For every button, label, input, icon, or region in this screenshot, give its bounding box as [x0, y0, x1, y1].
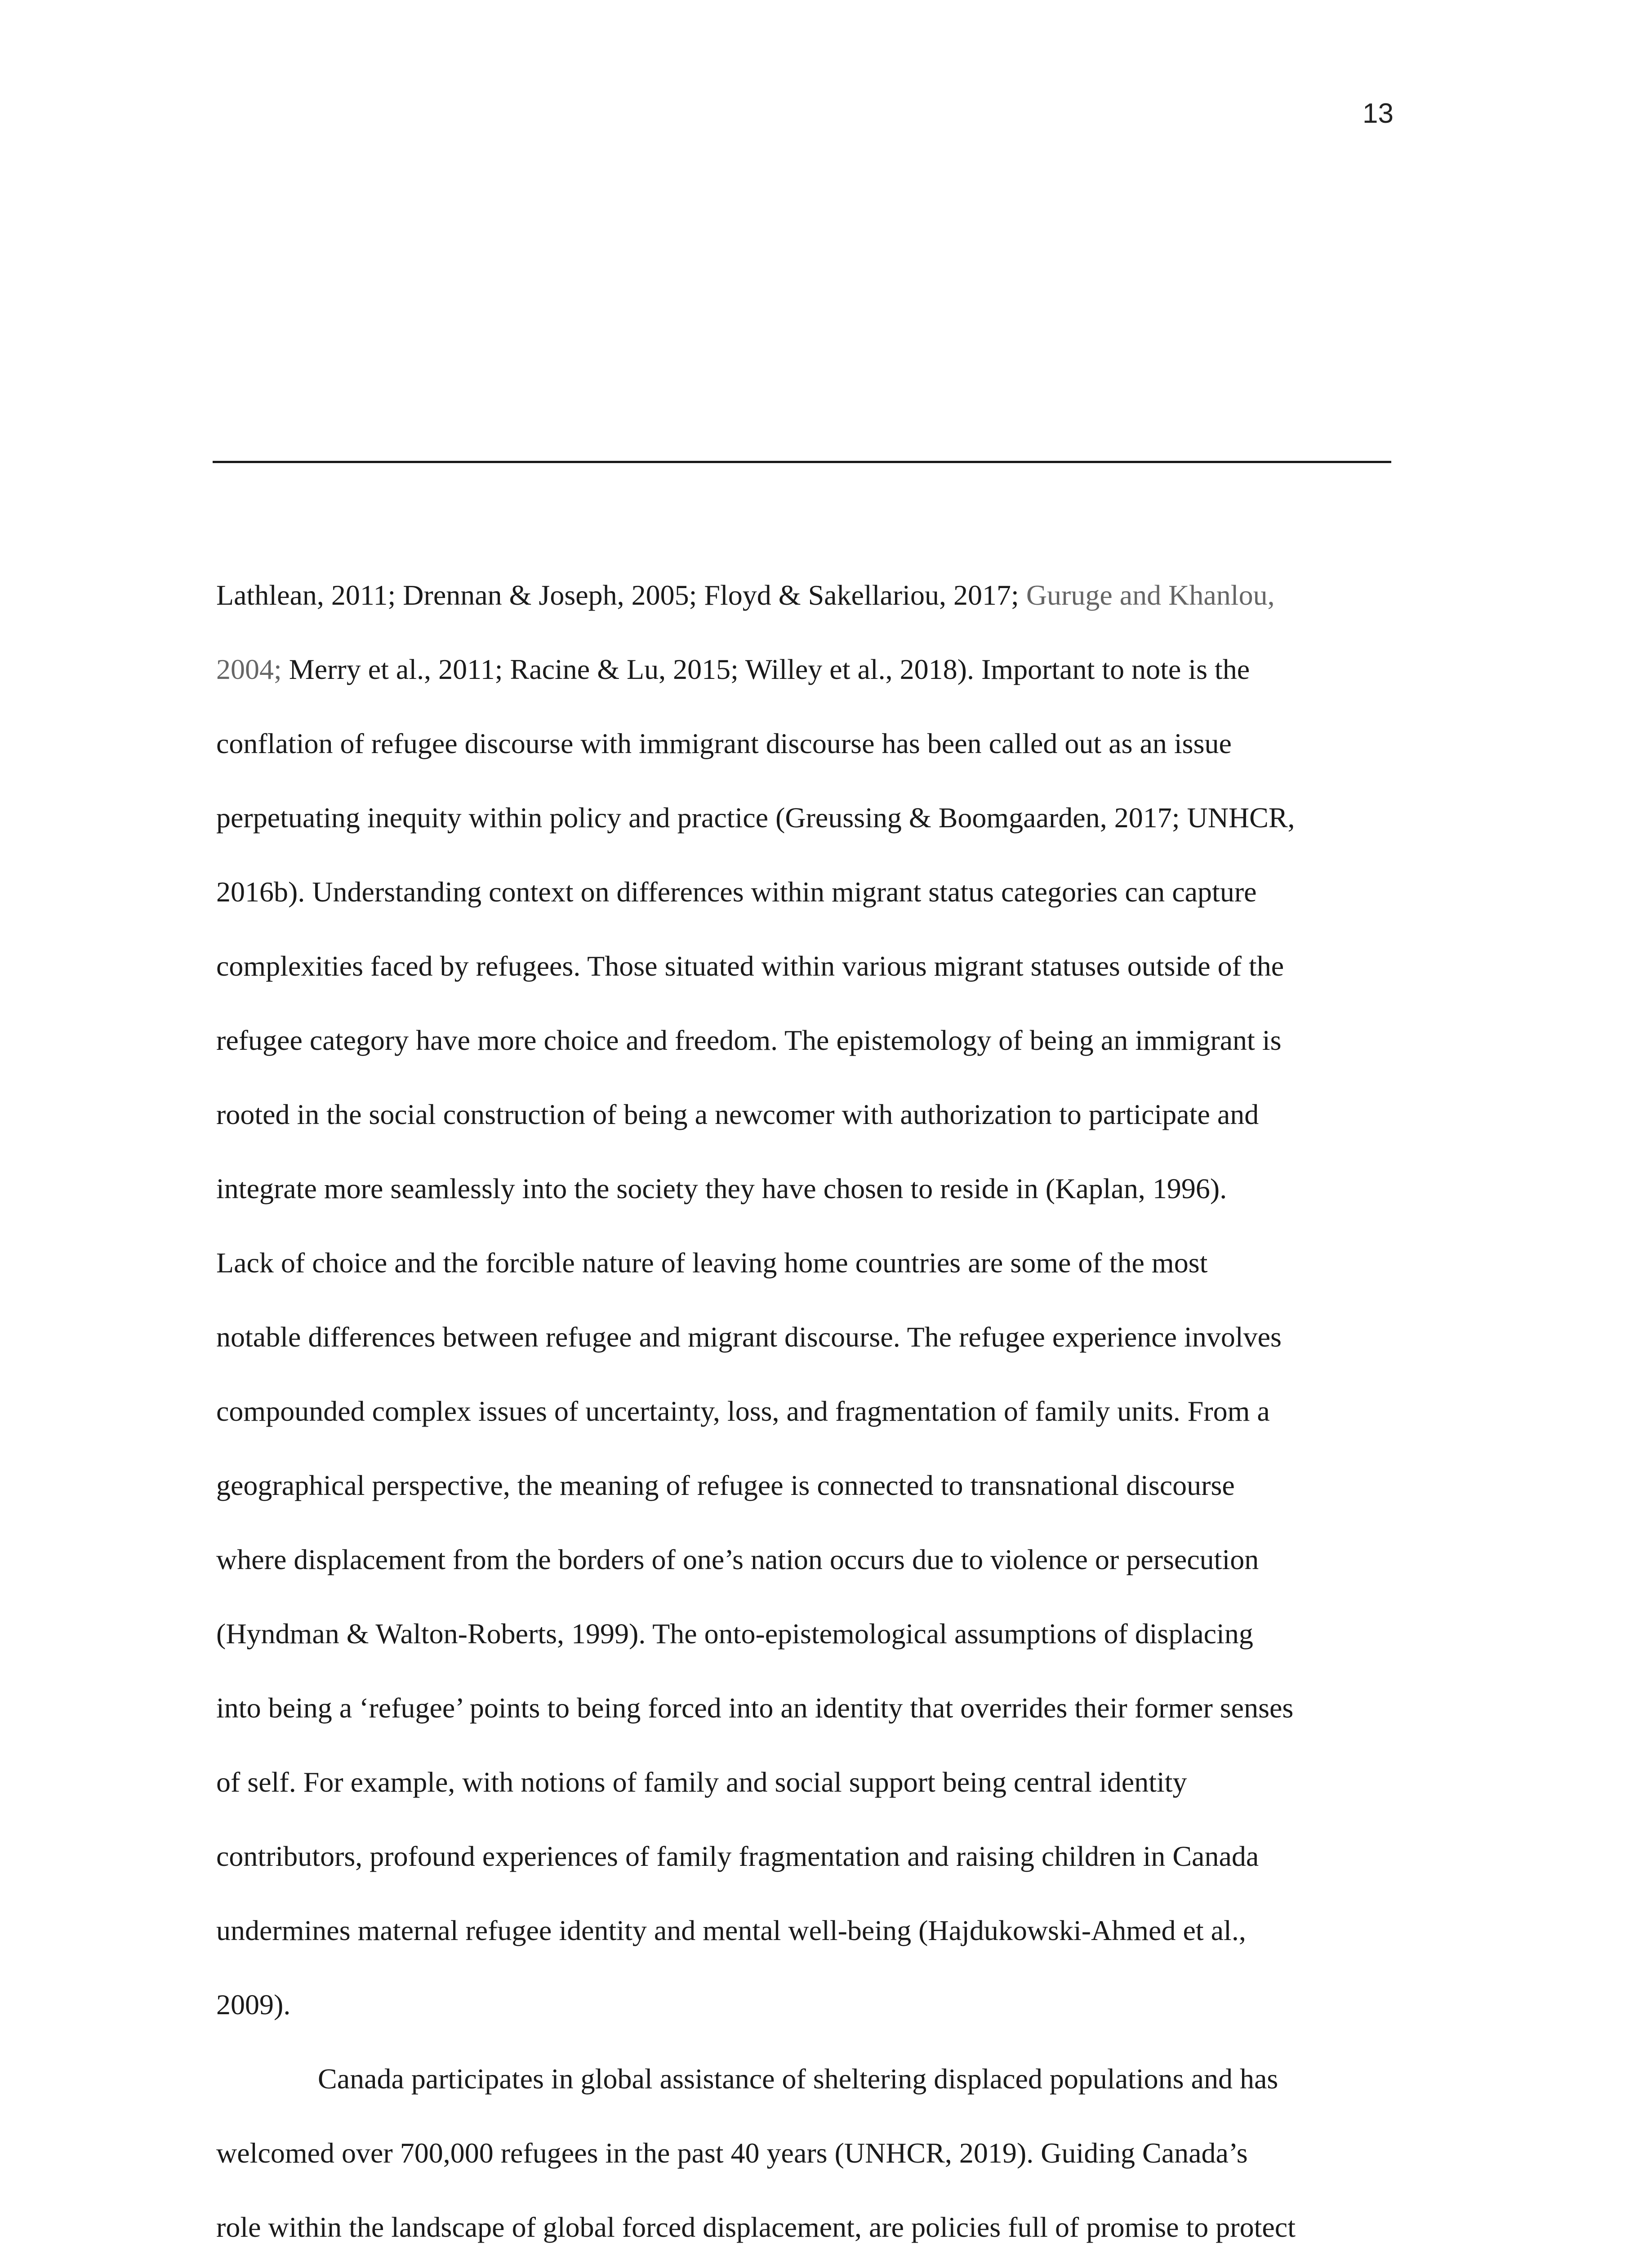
text-segment: perpetuating inequity within policy and practice (Greussing & Boomgaarden, 2017; UNHCR,: [216, 802, 1295, 834]
highlighted-citation: Guruge and Khanlou,: [1026, 579, 1275, 611]
text-segment: complexities faced by refugees. Those situated within various migrant statuses outside of the: [216, 950, 1284, 982]
text-segment: refugee category have more choice and freedom. The epistemology of being an immigrant is: [216, 1024, 1282, 1056]
text-segment: Merry et al., 2011; Racine & Lu, 2015; Willey et al., 2018). Important to note is the: [281, 653, 1250, 685]
highlighted-citation: 2004;: [216, 653, 282, 685]
text-segment: notable differences between refugee and migrant discourse. The refugee experience involves: [216, 1321, 1282, 1353]
text-line: [216, 878, 1257, 906]
text-segment: rooted in the social construction of being a newcomer with authorization to participate and: [216, 1098, 1259, 1130]
text-segment: role within the landscape of global forced displacement, are policies full of promise to protect: [216, 2211, 1296, 2243]
text-segment: compounded complex issues of uncertainty, loss, and fragmentation of family units. From a: [216, 1395, 1270, 1427]
text-segment: Lathlean, 2011; Drennan & Joseph, 2005; Floyd & Sakellariou, 2017;: [216, 579, 1026, 611]
text-segment: 2009).: [216, 1989, 291, 2021]
text-segment: of self. For example, with notions of family and social support being central identity: [216, 1766, 1187, 1798]
text-line: [216, 952, 1284, 981]
text-line: [216, 1397, 1270, 1426]
text-line: [216, 2213, 1296, 2242]
text-segment: where displacement from the borders of one’s nation occurs due to violence or persecution: [216, 1543, 1259, 1575]
text-segment: conflation of refugee discourse with immigrant discourse has been called out as an issue: [216, 727, 1232, 759]
text-segment: integrate more seamlessly into the society they have chosen to reside in (Kaplan, 1996).: [216, 1173, 1227, 1204]
paragraph-first-line: [318, 2065, 1278, 2093]
text-line: [216, 1545, 1259, 1574]
text-segment: contributors, profound experiences of family fragmentation and raising children in Canada: [216, 1840, 1259, 1872]
text-segment: undermines maternal refugee identity and mental well-being (Hajdukowski-Ahmed et al.,: [216, 1914, 1246, 1946]
text-line: [216, 1768, 1187, 1797]
text-segment: 2016b). Understanding context on differences within migrant status categories can capture: [216, 876, 1257, 908]
text-segment: geographical perspective, the meaning of refugee is connected to transnational discourse: [216, 1469, 1235, 1501]
text-line: [216, 581, 1275, 610]
text-segment: into being a ‘refugee’ points to being forced into an identity that overrides their former senses: [216, 1692, 1294, 1724]
text-line: [216, 1323, 1282, 1351]
text-segment: Canada participates in global assistance of sheltering displaced populations and has: [318, 2063, 1278, 2095]
text-line: [216, 1619, 1253, 1648]
text-line: [216, 1471, 1235, 1500]
text-line: [216, 729, 1232, 758]
text-line: [216, 803, 1295, 832]
text-line: [216, 1916, 1246, 1945]
page-number: 13: [1363, 98, 1394, 129]
text-segment: Lack of choice and the forcible nature of leaving home countries are some of the most: [216, 1247, 1208, 1279]
text-line: [216, 1694, 1293, 1722]
text-segment: (Hyndman & Walton-Roberts, 1999). The onto-epistemological assumptions of displacing: [216, 1618, 1253, 1650]
text-line: [216, 1990, 290, 2019]
text-line: [216, 1100, 1259, 1129]
text-line: [216, 2139, 1248, 2168]
text-line: [216, 1842, 1259, 1871]
text-line: [216, 655, 1250, 684]
text-segment: welcomed over 700,000 refugees in the past 40 years (UNHCR, 2019). Guiding Canada’s: [216, 2137, 1248, 2169]
text-line: [216, 1026, 1282, 1055]
text-line: [216, 1174, 1227, 1203]
text-line: [216, 1249, 1207, 1277]
footnote-separator-rule: [213, 461, 1391, 463]
